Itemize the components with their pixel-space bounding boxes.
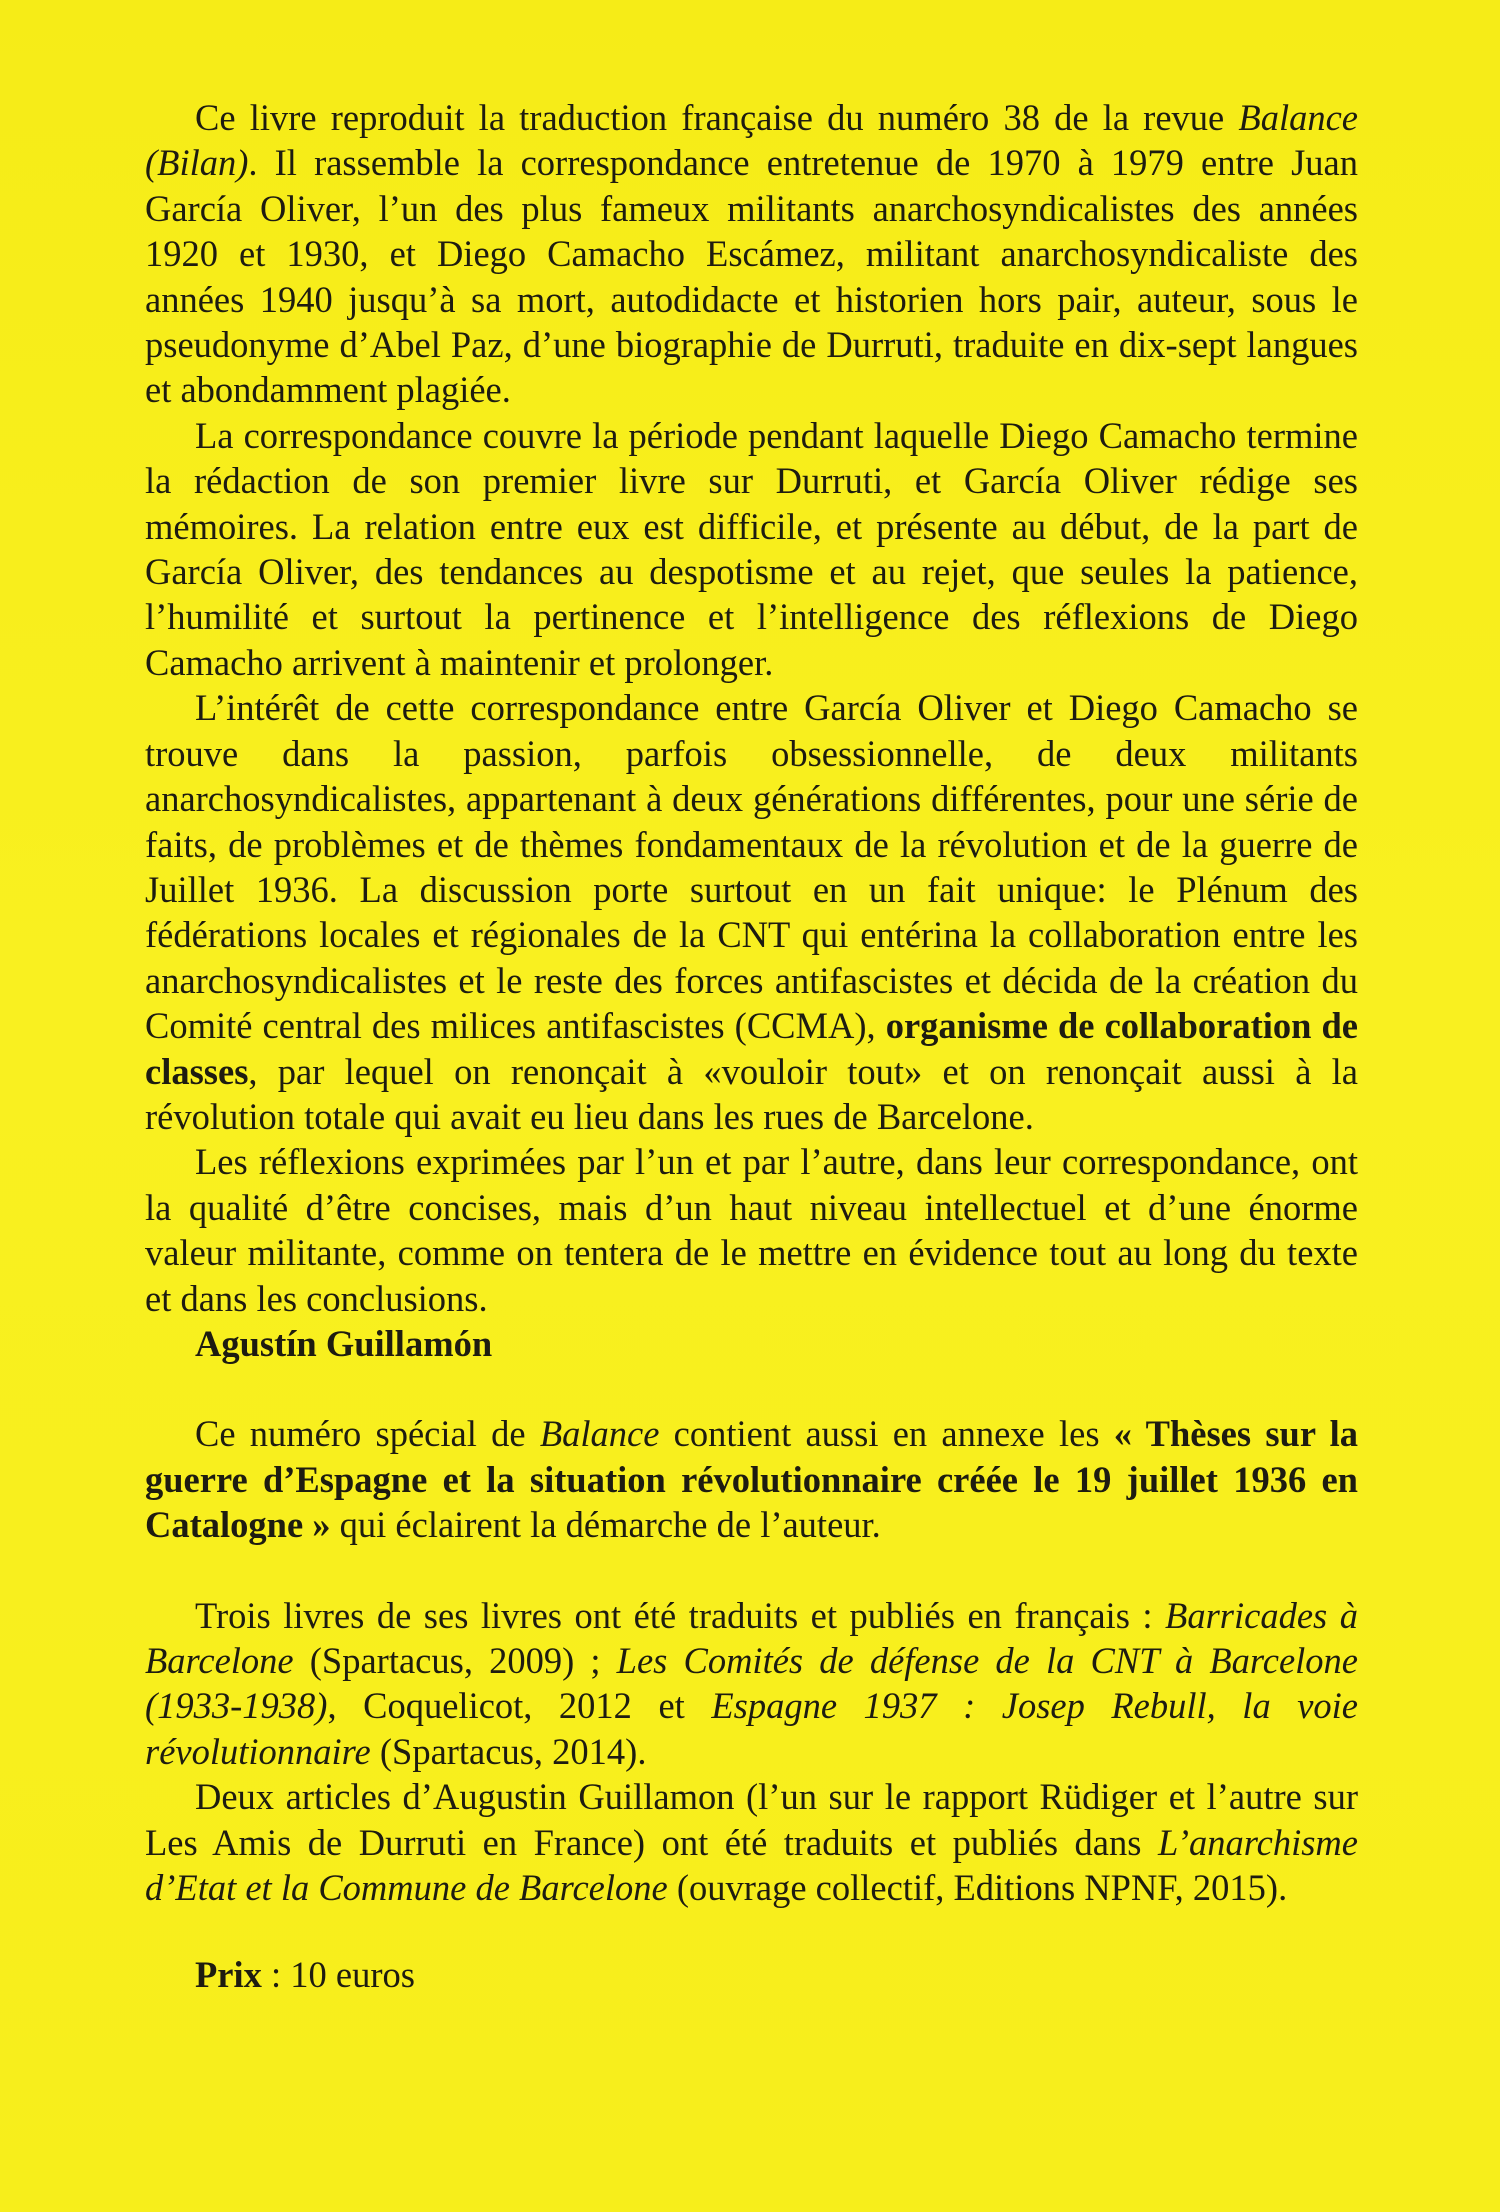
emphasis-bold: organisme de collaboration de classes <box>145 1005 1359 1092</box>
paragraph-correspondence: La correspondance couvre la période pendant laquelle Diego Camacho termine la rédaction de son premier livre sur Durruti, et García Oliver rédige ses mémoires. La relation entre eux est difficile, et présente au début, de la part de García Oliver, des tendances au despotisme et au rejet, que seules la patience, l’humilité et surtout la pertinence et l’intelligence des réflexions de Diego Camacho arrivent à maintenir et prolonger. <box>145 414 1358 683</box>
theses-title: « Thèses sur la guerre d’Espagne et la situation révolutionnaire créée le 19 juillet 1936 en Catalogne » <box>145 1413 1359 1546</box>
text-span: contient aussi en annexe les <box>659 1413 1114 1455</box>
price-label: Prix <box>195 1954 262 1996</box>
author-signature: Agustín Guillamón <box>195 1322 493 1364</box>
spacer <box>145 1366 1358 1411</box>
text-span: L’intérêt de cette correspondance entre García Oliver et Diego Camacho se trouve dans la passion, parfois obsessionnelle, de deux militants anarchosyndicalistes, appartenant à deux générations différentes, pour une série de faits, de problèmes et de thèmes fondamentaux de la révolution et de la guerre de Juillet 1936. La discussion porte surtout en un fait unique: le Plénum des fédérations locales et régionales de la CNT qui entérina la collaboration entre les anarchosyndicalistes et le reste des forces antifascistes et décida de la création du Comité central des milices antifascistes (CCMA), <box>145 687 1358 1047</box>
paragraph-intro <box>145 95 1358 413</box>
price-value: : 10 euros <box>261 1954 415 1996</box>
text-span: (ouvrage collectif, Editions NPNF, 2015). <box>667 1867 1288 1909</box>
paragraph-articles <box>145 1774 1358 1910</box>
paragraph-special-issue <box>145 1411 1358 1547</box>
paragraph-books <box>145 1593 1358 1775</box>
text-span: (Spartacus, 2014). <box>370 1730 647 1772</box>
spacer <box>145 1910 1358 1952</box>
book-title: Espagne 1937 : Josep Rebull, la voie révolutionnaire <box>145 1685 1359 1772</box>
book-title: Barricades à Barcelone <box>145 1594 1358 1681</box>
text-span: (Spartacus, 2009) ; <box>293 1640 617 1681</box>
text-span: , par lequel on renonçait à «vouloir tout» et on renonçait aussi à la révolution totale qui avait eu lieu dans les rues de Barcelone. <box>145 1050 1358 1137</box>
text-span: Ce numéro spécial de <box>195 1413 540 1455</box>
text-span: . Il rassemble la correspondance entretenue de 1970 à 1979 entre Juan García Oliver, l’un des plus fameux militants anarchosyndicalistes des années 1920 et 1930, et Diego Camacho Escámez, militant anarchosyndicaliste des années 1940 jusqu’à sa mort, autodidacte et historien hors pair, auteur, sous le pseudonyme d’Abel Paz, d’une biographie de Durruti, traduite en dix-sept langues et abondamment plagiée. <box>145 142 1358 411</box>
text-span: , Coquelicot, 2012 et <box>327 1685 712 1727</box>
book-title: Les Comités de défense de la CNT à Barcelone (1933-1938) <box>145 1640 1358 1727</box>
book-title: L’anarchisme d’Etat et la Commune de Barcelone <box>145 1821 1358 1909</box>
spacer <box>145 1548 1358 1593</box>
text-span: Trois livres de ses livres ont été traduits et publiés en français : <box>195 1594 1166 1636</box>
journal-title: Balance (Bilan) <box>145 97 1358 184</box>
text-span: Ce livre reproduit la traduction française du numéro 38 de la revue <box>195 97 1239 138</box>
paragraph-reflections: Les réflexions exprimées par l’un et par l’autre, dans leur correspondance, ont la qualité d’être concises, mais d’un haut niveau intellectuel et d’une énorme valeur militante, comme on tentera de le mettre en évidence tout au long du texte et dans les conclusions. <box>145 1141 1358 1319</box>
text-span: Deux articles d’Augustin Guillamon (l’un sur le rapport Rüdiger et l’autre sur Les Amis de Durruti en France) ont été traduits et publiés dans <box>145 1776 1358 1863</box>
journal-title: Balance <box>539 1413 660 1455</box>
price-line <box>145 1952 1358 1997</box>
text-span: qui éclairent la démarche de l’auteur. <box>330 1504 881 1546</box>
paragraph-interest <box>145 685 1358 1139</box>
